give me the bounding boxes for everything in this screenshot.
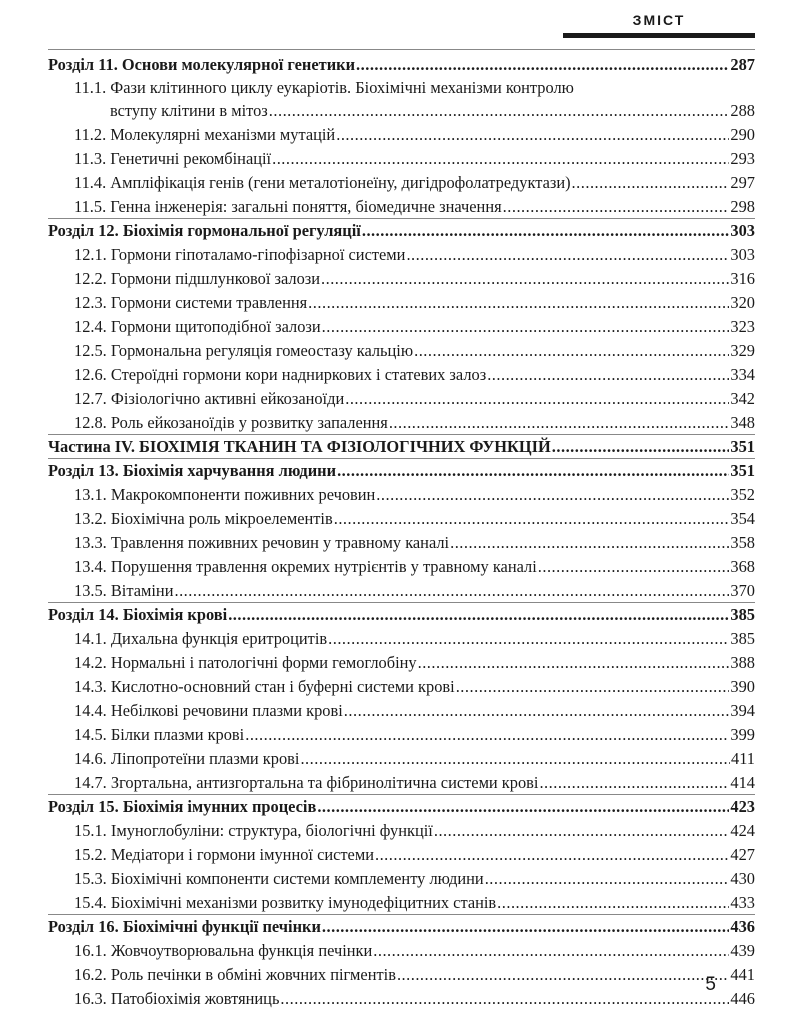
toc-subsection-entry[interactable] xyxy=(48,531,755,555)
toc-subsection-entry[interactable] xyxy=(48,867,755,891)
toc-subsection-entry[interactable] xyxy=(48,747,755,771)
toc-entry-page: 423 xyxy=(730,797,755,816)
toc-entry-title: 14.6. Ліпопротеїни плазми крові xyxy=(74,749,300,768)
dot-leader xyxy=(406,243,729,267)
toc-subsection-entry[interactable] xyxy=(48,123,755,147)
dot-leader xyxy=(317,795,729,819)
toc-entry-title: 11.1. Фази клітинного циклу еукаріотів. Біохімічні механізми контролю xyxy=(74,78,574,97)
dot-leader xyxy=(356,53,729,77)
top-divider xyxy=(48,49,755,50)
toc-entry-title: 14.4. Небілкові речовини плазми крові xyxy=(74,701,343,720)
dot-leader xyxy=(280,987,729,1011)
toc-subsection-entry[interactable] xyxy=(48,339,755,363)
dot-leader xyxy=(344,699,730,723)
toc-entry-title: вступу клітини в мітоз xyxy=(110,101,268,120)
toc-entry-title: 14.7. Згортальна, антизгортальна та фібринолітична системи крові xyxy=(74,773,539,792)
page-number: 5 xyxy=(705,974,716,995)
toc-subsection-entry[interactable] xyxy=(48,243,755,267)
dot-leader xyxy=(389,411,730,435)
toc-entry-page: 388 xyxy=(730,653,755,672)
toc-entry-page: 385 xyxy=(730,629,755,648)
toc-entry-title: 15.2. Медіатори і гормони імунної системи xyxy=(74,845,374,864)
toc-entry-page: 424 xyxy=(730,821,755,840)
toc-entry-title: 11.4. Ампліфікація генів (гени металотіонеїну, дигідрофолатредуктази) xyxy=(74,173,571,192)
toc-entry-page: 329 xyxy=(730,341,755,360)
toc-subsection-entry[interactable] xyxy=(48,363,755,387)
toc-entry-title: 16.1. Жовчоутворювальна функція печінки xyxy=(74,941,373,960)
toc-subsection-entry[interactable] xyxy=(48,819,755,843)
dot-leader xyxy=(228,603,729,627)
dot-leader xyxy=(308,291,729,315)
dot-leader xyxy=(497,891,729,915)
toc-section-entry[interactable] xyxy=(48,915,755,939)
toc-entry-title: 16.2. Роль печінки в обміні жовчних пігментів xyxy=(74,965,396,984)
toc-entry-page: 414 xyxy=(730,773,755,792)
dot-leader xyxy=(487,363,729,387)
toc-entry-page: 303 xyxy=(730,245,755,264)
toc-entry-title: Розділ 16. Біохімічні функції печінки xyxy=(48,917,321,936)
toc-subsection-entry[interactable] xyxy=(48,843,755,867)
toc-entry-title: 15.1. Імуноглобуліни: структура, біологічні функції xyxy=(74,821,433,840)
toc-entry-page: 354 xyxy=(730,509,755,528)
toc-subsection-entry[interactable] xyxy=(48,507,755,531)
toc-entry-page: 298 xyxy=(730,197,755,216)
dot-leader xyxy=(375,843,729,867)
toc-subsection-entry[interactable] xyxy=(48,963,755,987)
toc-entry-title: 13.2. Біохімічна роль мікроелементів xyxy=(74,509,333,528)
toc-entry-page: 441 xyxy=(730,965,755,984)
toc-entry-page: 427 xyxy=(730,845,755,864)
toc-entry-page: 358 xyxy=(730,533,755,552)
dot-leader xyxy=(337,459,729,483)
toc-entry-page: 351 xyxy=(730,437,755,456)
toc-subsection-entry[interactable] xyxy=(48,723,755,747)
toc-subsection-entry[interactable] xyxy=(48,267,755,291)
toc-entry-title: 14.2. Нормальні і патологічні форми гемоглобіну xyxy=(74,653,417,672)
toc-subsection-entry[interactable] xyxy=(48,291,755,315)
toc-entry-title: 12.5. Гормональна регуляція гомеостазу кальцію xyxy=(74,341,414,360)
toc-entry-page: 351 xyxy=(730,461,755,480)
toc-subsection-entry[interactable] xyxy=(48,627,755,651)
toc-entry-page: 323 xyxy=(730,317,755,336)
toc-entry-title: 13.5. Вітаміни xyxy=(74,581,174,600)
toc-entry-title: 11.2. Молекулярні механізми мутацій xyxy=(74,125,336,144)
toc-entry-title: 13.3. Травлення поживних речовин у травному каналі xyxy=(74,533,450,552)
toc-entry-page: 436 xyxy=(730,917,755,936)
toc-subsection-entry[interactable] xyxy=(48,315,755,339)
toc-entry-page: 370 xyxy=(730,581,755,600)
dot-leader xyxy=(336,123,729,147)
dot-leader xyxy=(434,819,730,843)
dot-leader xyxy=(539,771,729,795)
toc-entry-page: 290 xyxy=(730,125,755,144)
dot-leader xyxy=(572,171,730,195)
toc-entry-page: 446 xyxy=(730,989,755,1008)
toc-subsection-entry[interactable] xyxy=(48,555,755,579)
toc-subsection-entry[interactable] xyxy=(48,771,755,795)
toc-entry-title: Розділ 13. Біохімія харчування людини xyxy=(48,461,337,480)
dot-leader xyxy=(418,651,730,675)
toc-entry-title: 14.3. Кислотно-основний стан і буферні системи крові xyxy=(74,677,455,696)
toc-entry-title: 12.7. Фізіологічно активні ейкозаноїди xyxy=(74,389,345,408)
toc-entry-page: 385 xyxy=(730,605,755,624)
dot-leader xyxy=(376,483,729,507)
dot-leader xyxy=(362,219,730,243)
toc-entry-title: 11.3. Генетичні рекомбінації xyxy=(74,149,272,168)
dot-leader xyxy=(322,915,730,939)
toc-entry-page: 411 xyxy=(731,749,755,768)
toc-subsection-entry[interactable] xyxy=(48,411,755,435)
toc-entry-page: 390 xyxy=(730,677,755,696)
dot-leader xyxy=(414,339,729,363)
toc-entry-page: 352 xyxy=(730,485,755,504)
dot-leader xyxy=(300,747,730,771)
dot-leader xyxy=(373,939,729,963)
dot-leader xyxy=(503,195,730,219)
toc-subsection-entry[interactable] xyxy=(48,939,755,963)
dot-leader xyxy=(328,627,729,651)
dot-leader xyxy=(269,99,730,123)
dot-leader xyxy=(397,963,729,987)
toc-subsection-entry[interactable] xyxy=(48,171,755,195)
dot-leader xyxy=(272,147,729,171)
toc-subsection-entry[interactable] xyxy=(48,987,755,1011)
dot-leader xyxy=(456,675,730,699)
toc-entry-title: 15.4. Біохімічні механізми розвитку імунодефіцитних станів xyxy=(74,893,497,912)
toc-entry-title: Розділ 11. Основи молекулярної генетики xyxy=(48,55,356,74)
toc-entry-page: 320 xyxy=(730,293,755,312)
toc-entry-title: Частина IV. БІОХІМІЯ ТКАНИН ТА ФІЗІОЛОГІЧНИХ ФУНКЦІЙ xyxy=(48,437,551,456)
dot-leader xyxy=(245,723,729,747)
toc-entry-title: 11.5. Генна інженерія: загальні поняття, біомедичне значення xyxy=(74,197,502,216)
toc-entry-page: 348 xyxy=(730,413,755,432)
toc-section-entry[interactable] xyxy=(48,795,755,819)
toc-entry-title: Розділ 15. Біохімія імунних процесів xyxy=(48,797,317,816)
toc-entry-title: 12.2. Гормони підшлункової залози xyxy=(74,269,321,288)
running-header: ЗМІСТ xyxy=(632,12,686,28)
toc-entry-title: 12.1. Гормони гіпоталамо-гіпофізарної системи xyxy=(74,245,406,264)
toc-entry-page: 288 xyxy=(730,101,755,120)
toc-entry-title: 12.8. Роль ейкозаноїдів у розвитку запалення xyxy=(74,413,388,432)
toc-entry-title: 14.5. Білки плазми крові xyxy=(74,725,245,744)
toc-section-entry[interactable] xyxy=(48,603,755,627)
toc-entry-title: 13.1. Макрокомпоненти поживних речовин xyxy=(74,485,376,504)
dot-leader xyxy=(322,315,730,339)
toc-entry-title: 12.3. Гормони системи травлення xyxy=(74,293,308,312)
toc-subsection-entry[interactable] xyxy=(48,387,755,411)
dot-leader xyxy=(552,435,730,459)
dot-leader xyxy=(485,867,730,891)
toc-subsection-entry[interactable] xyxy=(48,675,755,699)
toc-entry-page: 342 xyxy=(730,389,755,408)
dot-leader xyxy=(345,387,729,411)
dot-leader xyxy=(538,555,730,579)
toc-subsection-entry[interactable] xyxy=(48,699,755,723)
header-rule xyxy=(563,33,755,38)
dot-leader xyxy=(321,267,729,291)
toc-entry-page: 334 xyxy=(730,365,755,384)
table-of-contents xyxy=(48,53,755,1011)
toc-subsection-entry[interactable] xyxy=(48,483,755,507)
toc-entry-title: 13.4. Порушення травлення окремих нутрієнтів у травному каналі xyxy=(74,557,537,576)
toc-entry-title: 12.6. Стероїдні гормони кори надниркових і статевих залоз xyxy=(74,365,487,384)
toc-section-entry[interactable] xyxy=(48,219,755,243)
toc-entry-page: 316 xyxy=(730,269,755,288)
dot-leader xyxy=(450,531,729,555)
toc-subsection-entry[interactable] xyxy=(48,651,755,675)
toc-entry-continuation xyxy=(74,99,755,123)
toc-entry-page: 433 xyxy=(730,893,755,912)
toc-entry-page: 303 xyxy=(730,221,755,240)
toc-entry-title: Розділ 14. Біохімія крові xyxy=(48,605,228,624)
toc-section-entry[interactable] xyxy=(48,435,755,459)
toc-entry-title: 15.3. Біохімічні компоненти системи комплементу людини xyxy=(74,869,484,888)
toc-entry-title: 16.3. Патобіохімія жовтяниць xyxy=(74,989,280,1008)
toc-entry-page: 430 xyxy=(730,869,755,888)
toc-entry-page: 293 xyxy=(730,149,755,168)
toc-section-entry[interactable] xyxy=(48,459,755,483)
toc-entry-page: 287 xyxy=(730,55,755,74)
toc-entry-title: 12.4. Гормони щитоподібної залози xyxy=(74,317,321,336)
toc-entry-title: Розділ 12. Біохімія гормональної регуляції xyxy=(48,221,361,240)
toc-subsection-entry[interactable] xyxy=(48,579,755,603)
toc-subsection-entry[interactable] xyxy=(48,891,755,915)
toc-entry-page: 399 xyxy=(730,725,755,744)
toc-subsection-entry[interactable] xyxy=(48,77,755,123)
dot-leader xyxy=(334,507,730,531)
toc-entry-page: 394 xyxy=(730,701,755,720)
toc-entry-page: 297 xyxy=(730,173,755,192)
toc-section-entry[interactable] xyxy=(48,53,755,77)
toc-subsection-entry[interactable] xyxy=(48,147,755,171)
dot-leader xyxy=(174,579,729,603)
toc-entry-page: 368 xyxy=(730,557,755,576)
toc-entry-page: 439 xyxy=(730,941,755,960)
toc-subsection-entry[interactable] xyxy=(48,195,755,219)
toc-entry-title: 14.1. Дихальна функція еритроцитів xyxy=(74,629,328,648)
